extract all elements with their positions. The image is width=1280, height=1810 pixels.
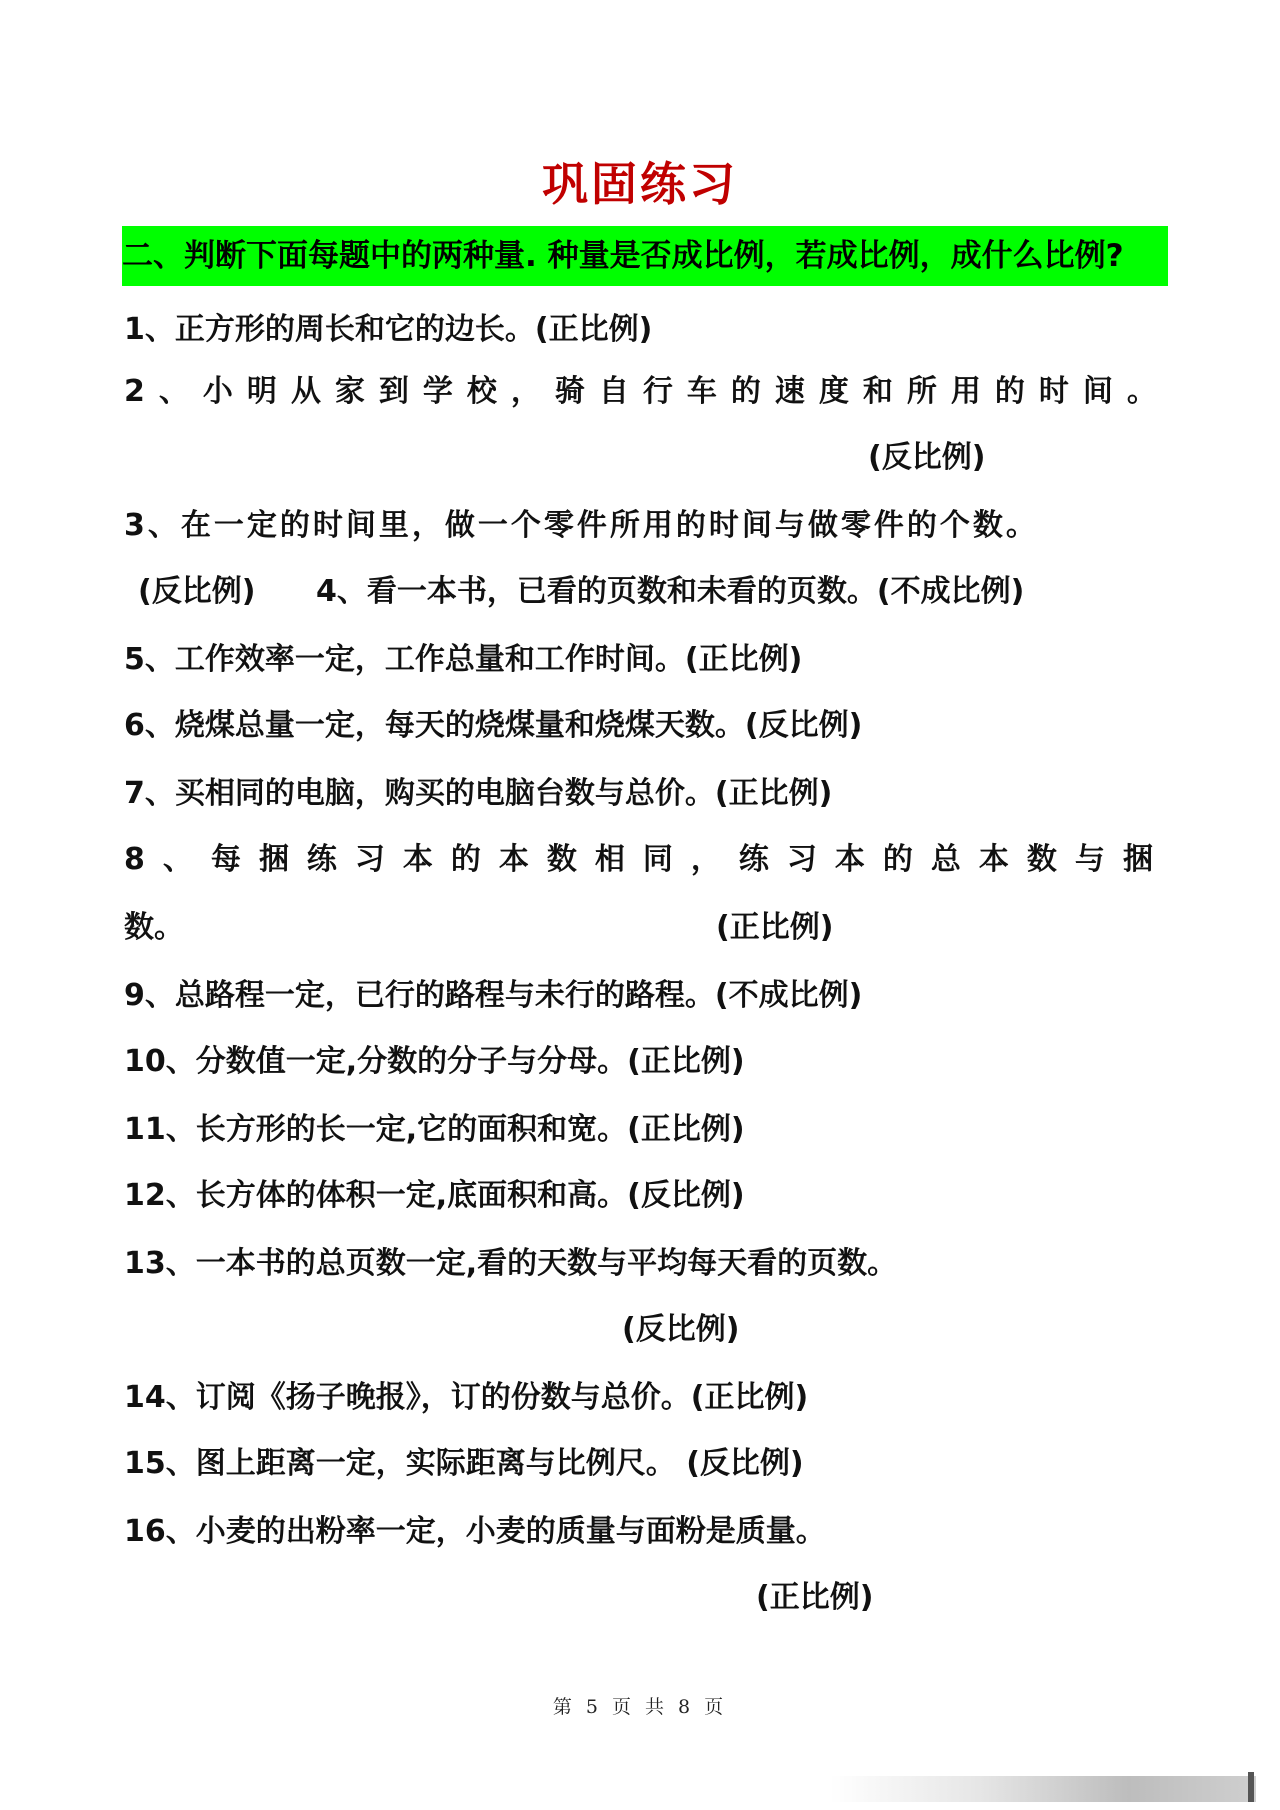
question-16-answer: (正比例) [756, 1580, 874, 1615]
question-5: 5、工作效率一定，工作总量和工作时间。(正比例) [124, 642, 803, 677]
scan-edge-bar [830, 1776, 1256, 1802]
question-8: 8、每捆练习本的本数相同，练习本的总本数与捆 [124, 842, 1171, 877]
page-number: 第 5 页 共 8 页 [552, 1696, 728, 1718]
question-1: 1、正方形的周长和它的边长。(正比例) [124, 312, 653, 347]
section-heading: 二、判断下面每题中的两种量. 种量是否成比例，若成比例，成什么比例? [122, 226, 1168, 286]
question-8-continuation: 数。 [124, 910, 184, 945]
question-8-answer: (正比例) [716, 910, 834, 945]
question-3: 3、在一定的时间里，做一个零件所用的时间与做零件的个数。 [124, 508, 1039, 543]
question-2: 2、小明从家到学校，骑自行车的速度和所用的时间。 [124, 374, 1171, 409]
question-13-answer: (反比例) [622, 1312, 740, 1347]
question-13: 13、一本书的总页数一定,看的天数与平均每天看的页数。 [124, 1246, 898, 1281]
question-3-answer: (反比例) [138, 574, 256, 609]
scan-edge-mark [1248, 1772, 1254, 1802]
question-9: 9、总路程一定，已行的路程与未行的路程。(不成比例) [124, 978, 863, 1013]
question-6: 6、烧煤总量一定，每天的烧煤量和烧煤天数。(反比例) [124, 708, 863, 743]
question-16: 16、小麦的出粉率一定，小麦的质量与面粉是质量。 [124, 1514, 826, 1549]
question-4: 4、看一本书，已看的页数和未看的页数。(不成比例) [316, 574, 1025, 609]
question-10: 10、分数值一定,分数的分子与分母。(正比例) [124, 1044, 745, 1079]
question-14: 14、订阅《扬子晚报》，订的份数与总价。(正比例) [124, 1380, 809, 1415]
question-7: 7、买相同的电脑，购买的电脑台数与总价。(正比例) [124, 776, 833, 811]
question-11: 11、长方形的长一定,它的面积和宽。(正比例) [124, 1112, 745, 1147]
question-2-answer: (反比例) [868, 440, 986, 475]
question-15: 15、图上距离一定，实际距离与比例尺。 (反比例) [124, 1446, 804, 1481]
question-12: 12、长方体的体积一定,底面积和高。(反比例) [124, 1178, 745, 1213]
page-title: 巩固练习 [542, 157, 738, 211]
